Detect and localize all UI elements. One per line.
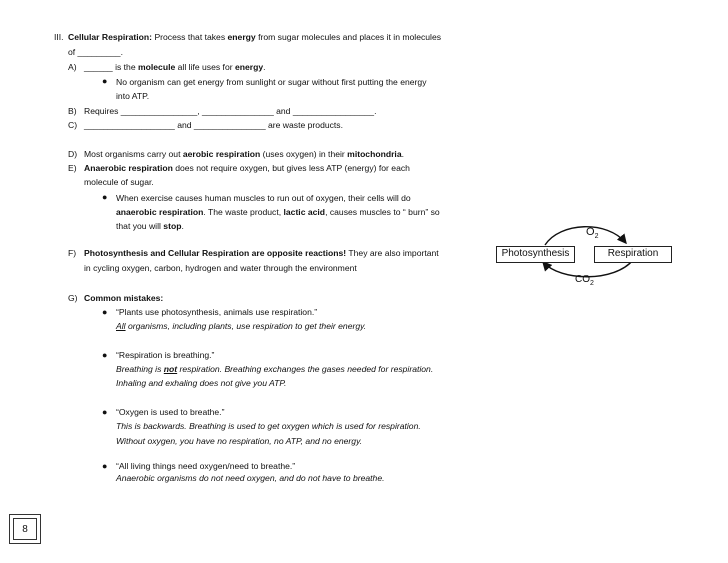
item-d-label: D) bbox=[68, 149, 78, 159]
mistake-2-answer bbox=[116, 363, 433, 375]
mistake-2-quote: “Respiration is breathing.” bbox=[116, 350, 215, 360]
d-post: . bbox=[401, 149, 404, 159]
m4-line2: Anaerobic organisms do not need oxygen, and do not have to breathe. bbox=[116, 473, 385, 483]
m1-all: All bbox=[116, 321, 126, 331]
item-e-text bbox=[84, 162, 410, 174]
d-mid: (uses oxygen) in their bbox=[260, 149, 348, 159]
o2-text: O bbox=[586, 226, 595, 238]
mistake-3-quote: “Oxygen is used to breathe.” bbox=[116, 407, 225, 417]
item-a-bullet-line2: into ATP. bbox=[116, 91, 150, 101]
co2-sub: 2 bbox=[590, 280, 594, 287]
m1-rest: organisms, including plants, use respiration to get their energy. bbox=[125, 321, 367, 331]
m2-not: not bbox=[163, 364, 178, 374]
e-b-post: , causes muscles to “ burn” so bbox=[325, 207, 440, 217]
section-definition-line2: of _________. bbox=[68, 47, 123, 57]
item-e-line2: molecule of sugar. bbox=[84, 177, 154, 187]
item-b-label: B) bbox=[68, 106, 77, 116]
mistake-2-line3 bbox=[116, 377, 286, 389]
mistake-1-answer bbox=[116, 320, 366, 332]
d-pre: Most organisms carry out bbox=[84, 149, 183, 159]
f-rest: They are also important bbox=[346, 248, 439, 258]
photosynthesis-box: Photosynthesis bbox=[496, 246, 575, 263]
item-g-title bbox=[84, 292, 163, 304]
e-b-line3-post: . bbox=[181, 221, 184, 231]
page-number-box bbox=[9, 514, 41, 544]
bullet-icon: ● bbox=[102, 461, 108, 471]
item-e-bullet-line3 bbox=[116, 220, 184, 232]
item-c-text: ___________________ and _______________ are waste products. bbox=[84, 120, 343, 130]
m3-line2: This is backwards. Breathing is used to get oxygen which is used for respiration. bbox=[116, 421, 421, 431]
mistake-4-line2 bbox=[116, 472, 385, 484]
e-b-stop: stop bbox=[163, 221, 182, 231]
page-number: 8 bbox=[13, 518, 37, 540]
item-g-label: G) bbox=[68, 293, 78, 303]
o2-label bbox=[586, 226, 598, 243]
d-aerobic: aerobic respiration bbox=[182, 149, 261, 159]
e-b-line3-pre: that you will bbox=[116, 221, 164, 231]
g-title: Common mistakes: bbox=[84, 293, 164, 303]
bullet-icon: ● bbox=[102, 350, 108, 360]
m3-line3: Without oxygen, you have no respiration, no ATP, and no energy. bbox=[116, 436, 363, 446]
a-post: . bbox=[263, 62, 266, 72]
m2-pre: Breathing is bbox=[116, 364, 164, 374]
e-b-lactic: lactic acid bbox=[283, 207, 326, 217]
item-f-line2: in cycling oxygen, carbon, hydrogen and water through the environment bbox=[84, 263, 357, 273]
a-mid: all life uses for bbox=[175, 62, 235, 72]
bullet-icon: ● bbox=[102, 76, 108, 86]
item-e-bullet-line2 bbox=[116, 206, 440, 218]
bullet-icon: ● bbox=[102, 307, 108, 317]
a-energy: energy bbox=[234, 62, 264, 72]
e-rest: does not require oxygen, but gives less ATP (energy) for each bbox=[172, 163, 410, 173]
item-d-text bbox=[84, 148, 404, 160]
d-mito: mitochondria bbox=[347, 149, 402, 159]
def-text-a: Process that takes bbox=[154, 32, 228, 42]
item-e-bullet-line1: When exercise causes human muscles to run out of oxygen, their cells will do bbox=[116, 193, 411, 203]
respiration-box: Respiration bbox=[594, 246, 672, 263]
m2-line3: Inhaling and exhaling does not give you ATP. bbox=[116, 378, 287, 388]
item-f-text bbox=[84, 247, 439, 259]
mistake-1-quote: “Plants use photosynthesis, animals use respiration.” bbox=[116, 307, 318, 317]
def-text-b: from sugar molecules and places it in molecules bbox=[255, 32, 442, 42]
a-pre: ______ is the bbox=[84, 62, 138, 72]
item-c-label: C) bbox=[68, 120, 78, 130]
mistake-4-quote: “All living things need oxygen/need to breathe.” bbox=[116, 461, 296, 471]
bullet-icon: ● bbox=[102, 192, 108, 202]
mistake-3-line3 bbox=[116, 435, 362, 447]
item-e-label: E) bbox=[68, 163, 77, 173]
m2-post: respiration. Breathing exchanges the gases needed for respiration. bbox=[177, 364, 434, 374]
item-f-label: F) bbox=[68, 248, 77, 258]
section-definition bbox=[68, 31, 441, 43]
f-bold: Photosynthesis and Cellular Respiration are opposite reactions! bbox=[84, 248, 347, 258]
section-numeral: III. bbox=[54, 32, 64, 42]
item-a-label: A) bbox=[68, 62, 77, 72]
item-a-bullet-line1: No organism can get energy from sunlight or sugar without first putting the energy bbox=[116, 77, 427, 87]
co2-text: CO bbox=[575, 274, 590, 285]
e-anaerobic: Anaerobic respiration bbox=[84, 163, 173, 173]
o2-sub: 2 bbox=[594, 233, 599, 241]
item-b-text: Requires ________________, _______________ and _________________. bbox=[84, 106, 377, 116]
bullet-icon: ● bbox=[102, 407, 108, 417]
e-b-anaerobic: anaerobic respiration bbox=[116, 207, 204, 217]
co2-label bbox=[575, 274, 594, 290]
mistake-3-line2 bbox=[116, 420, 421, 432]
e-b-mid: . The waste product, bbox=[203, 207, 284, 217]
item-a-text bbox=[84, 61, 266, 73]
def-energy: energy bbox=[227, 32, 256, 42]
a-molecule: molecule bbox=[138, 62, 176, 72]
section-title: Cellular Respiration: bbox=[68, 32, 153, 42]
